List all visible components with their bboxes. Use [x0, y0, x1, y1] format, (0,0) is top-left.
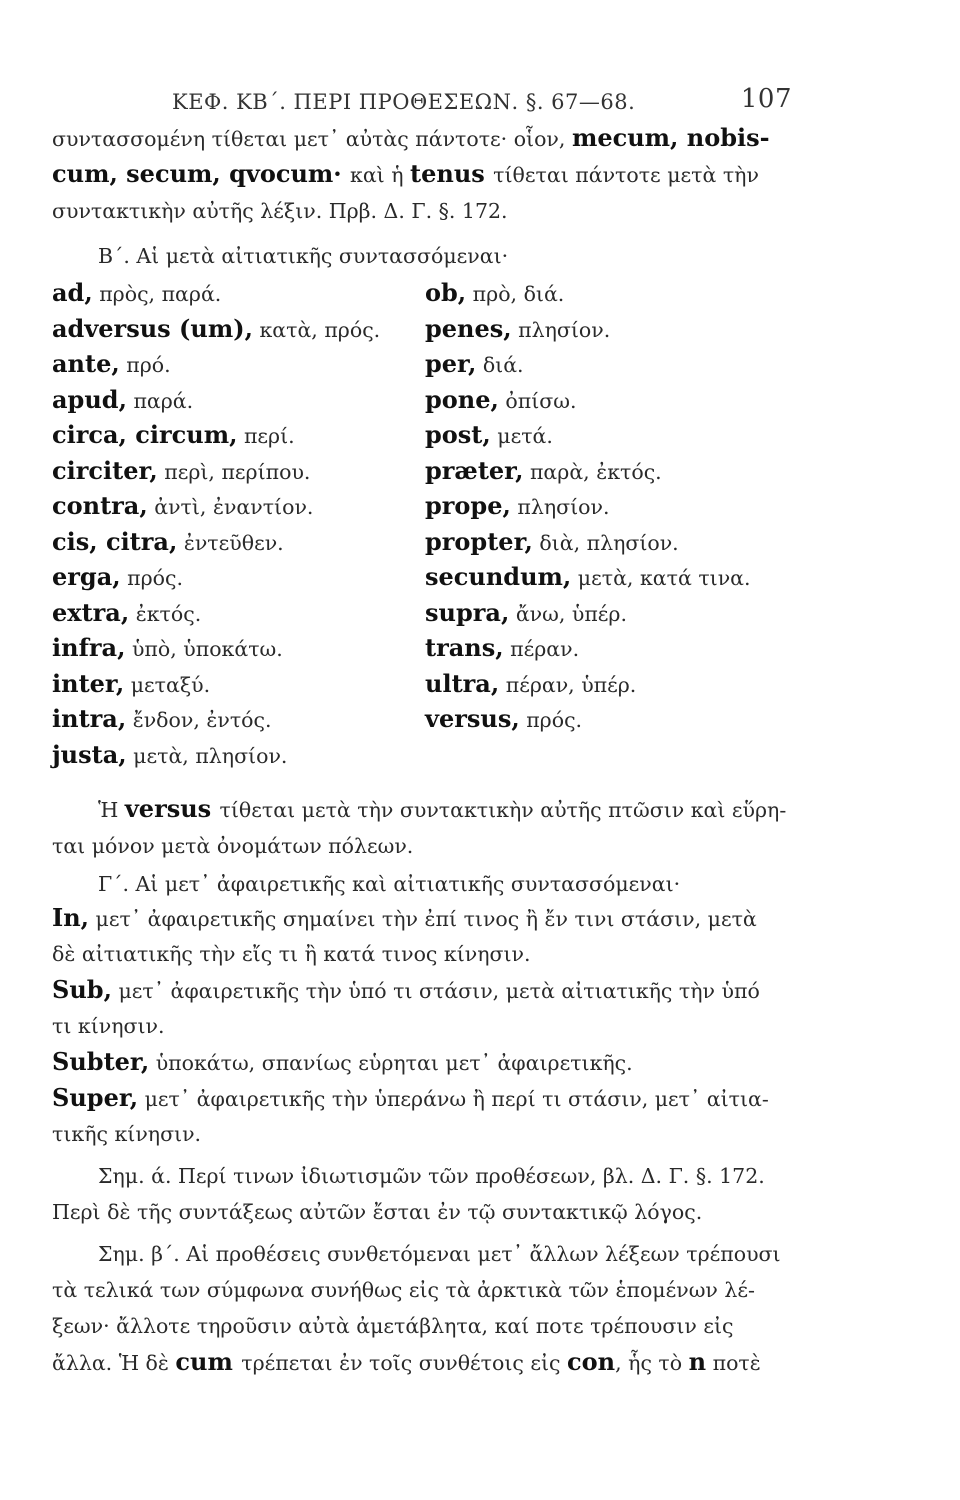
latin-preposition: intra, [52, 704, 127, 733]
greek-gloss: πρὸ, διά. [466, 282, 565, 306]
latin-preposition: ante, [52, 349, 120, 378]
latin-preposition: apud, [52, 384, 127, 414]
latin-preposition: secundum, [425, 562, 572, 591]
right-col-entry [425, 490, 609, 523]
in-entry-line-2: δὲ αἰτιατικῆς τὴν εἴς τι ἢ κατά τινος κίνησιν. [52, 942, 531, 966]
super-entry-line-1: Super, μετ᾿ ἀφαιρετικῆς τὴν ὑπεράνω ἢ περί τι στάσιν, μετ᾿ αἰτια- [52, 1083, 769, 1112]
sub-entry-line-1: Sub, μετ᾿ ἀφαιρετικῆς τὴν ὑπό τι στάσιν, μετὰ αἰτιατικῆς τὴν ὑπό [52, 975, 760, 1004]
right-col-entry [425, 277, 564, 310]
greek-gloss: ὀπίσω. [498, 388, 577, 413]
latin-preposition: circa, circum, [52, 420, 238, 449]
greek-gloss: πλησίον. [511, 317, 611, 342]
left-col-entry [52, 455, 310, 488]
left-col-entry [52, 739, 287, 772]
right-col-entry [425, 703, 582, 736]
latin-preposition: ultra, [425, 668, 500, 698]
left-col-entry [52, 490, 313, 523]
latin-preposition: penes, [425, 313, 512, 343]
greek-gloss: περί. [237, 424, 295, 448]
left-col-entry [52, 313, 380, 346]
latin-preposition: extra, [52, 597, 130, 627]
left-col-entry [52, 632, 283, 665]
greek-gloss: κατὰ, πρός. [252, 317, 381, 342]
latin-preposition: ad, [52, 278, 93, 307]
greek-gloss: περὶ, περίπου. [157, 459, 311, 484]
greek-gloss: πρός. [519, 708, 583, 732]
section-b-heading: Β΄. Αἱ μετὰ αἰτιατικῆς συντασσόμεναι· [98, 244, 509, 268]
latin-preposition: adversus (um), [52, 313, 253, 343]
page-number: 107 [740, 84, 792, 114]
left-col-entry [52, 526, 284, 559]
latin-preposition: cis, citra, [52, 526, 178, 556]
latin-preposition: post, [425, 420, 491, 449]
greek-gloss: μετά. [490, 424, 553, 448]
greek-gloss: παρά. [126, 388, 194, 413]
left-col-entry [52, 419, 295, 452]
right-col-entry [425, 668, 636, 701]
note-b-line-3: ξεων· ἄλλοτε τηροῦσιν αὐτὰ ἀμετάβλητα, καί ποτε τρέπουσιν εἰς [52, 1314, 734, 1338]
greek-gloss: ἀντὶ, ἐναντίον. [147, 495, 314, 519]
greek-gloss: ὑπὸ, ὑποκάτω. [125, 637, 283, 661]
sub-entry-line-2: τι κίνησιν. [52, 1014, 165, 1038]
greek-gloss: πρὸς, παρά. [92, 282, 222, 306]
greek-gloss: διὰ, πλησίον. [532, 530, 679, 555]
latin-preposition: justa, [52, 739, 127, 769]
latin-preposition: infra, [52, 633, 126, 662]
latin-preposition: inter, [52, 668, 125, 698]
left-col-entry [52, 277, 221, 310]
intro-line-2: cum, secum, qvocum· καὶ ἡ tenus τίθεται πάντοτε μετὰ τὴν [52, 159, 759, 188]
right-col-entry [425, 348, 524, 381]
super-entry-line-2: τικῆς κίνησιν. [52, 1122, 202, 1146]
greek-gloss: ἔνδον, ἐντός. [126, 708, 272, 732]
header-title: ΚΕΦ. ΚΒ΄. ΠΕΡΙ ΠΡΟΘΕΣΕΩΝ. §. 67—68. [172, 90, 636, 114]
latin-preposition: versus, [425, 704, 520, 733]
left-col-entry [52, 384, 193, 417]
greek-gloss: ἄνω, ὑπέρ. [509, 601, 627, 626]
right-col-entry [425, 384, 576, 417]
right-col-entry [425, 526, 679, 559]
running-header [172, 84, 792, 114]
latin-preposition: trans, [425, 633, 504, 662]
intro-line-1: συντασσομένη τίθεται μετ᾿ αὐτὰς πάντοτε· οἷον, mecum, nobis- [52, 123, 770, 152]
right-col-entry [425, 419, 553, 452]
greek-gloss: μετὰ, πλησίον. [126, 743, 288, 768]
greek-gloss: παρὰ, ἐκτός. [523, 459, 662, 484]
left-col-entry [52, 668, 210, 701]
greek-gloss: πλησίον. [510, 495, 610, 519]
latin-preposition: pone, [425, 384, 499, 414]
left-col-entry [52, 348, 171, 381]
greek-gloss: ἐντεῦθεν. [177, 530, 284, 555]
right-col-entry [425, 632, 579, 665]
intro-line-3: συντακτικὴν αὐτῆς λέξιν. Πρβ. Δ. Γ. §. 172. [52, 199, 508, 223]
latin-preposition: præter, [425, 455, 524, 485]
greek-gloss: πέραν. [503, 637, 580, 661]
greek-gloss: πρό. [119, 353, 171, 377]
in-entry-line-1: In, μετ᾿ ἀφαιρετικῆς σημαίνει τὴν ἐπί τινος ἢ ἔν τινι στάσιν, μετὰ [52, 903, 757, 932]
right-col-entry [425, 313, 610, 346]
versus-note-line-2: ται μόνον μετὰ ὀνομάτων πόλεων. [52, 834, 414, 858]
greek-gloss: ἐκτός. [129, 601, 202, 626]
note-a-line-2: Περὶ δὲ τῆς συντάξεως αὐτῶν ἔσται ἐν τῷ συντακτικῷ λόγος. [52, 1200, 703, 1224]
note-a-line-1: Σημ. ά. Περί τινων ἰδιωτισμῶν τῶν προθέσεων, βλ. Δ. Γ. §. 172. [98, 1164, 765, 1188]
versus-note-line-1: Ἡ versus τίθεται μετὰ τὴν συντακτικὴν αὐτῆς πτῶσιν καὶ εὕρη- [98, 794, 787, 823]
latin-preposition: ob, [425, 278, 467, 307]
left-col-entry [52, 597, 201, 630]
note-b-line-4: ἄλλα. Ἡ δὲ cum τρέπεται ἐν τοῖς συνθέτοις εἰς con, ἧς τὸ n ποτὲ [52, 1347, 761, 1376]
greek-gloss: πρός. [120, 566, 183, 590]
right-col-entry [425, 597, 627, 630]
note-b-line-1: Σημ. β΄. Αἱ προθέσεις συνθετόμεναι μετ᾿ ἄλλων λέξεων τρέπουσι [98, 1242, 781, 1266]
latin-preposition: per, [425, 349, 477, 378]
section-c-heading: Γ΄. Αἱ μετ᾿ ἀφαιρετικῆς καὶ αἰτιατικῆς συντασσόμεναι· [98, 872, 681, 896]
left-col-entry [52, 561, 183, 594]
latin-preposition: prope, [425, 491, 511, 520]
greek-gloss: πέραν, ὑπέρ. [499, 672, 637, 697]
greek-gloss: μεταξύ. [124, 672, 211, 697]
greek-gloss: διά. [476, 353, 524, 377]
right-col-entry [425, 561, 751, 594]
subter-entry: Subter, ὑποκάτω, σπανίως εὑρηται μετ᾿ ἀφαιρετικῆς. [52, 1047, 633, 1076]
note-b-line-2: τὰ τελικά των σύμφωνα συνήθως εἰς τὰ ἀρκτικὰ τῶν ἑπομένων λέ- [52, 1278, 755, 1302]
latin-preposition: contra, [52, 491, 148, 520]
right-col-entry [425, 455, 662, 488]
latin-preposition: supra, [425, 597, 510, 627]
latin-preposition: propter, [425, 526, 533, 556]
latin-preposition: circiter, [52, 455, 158, 485]
greek-gloss: μετὰ, κατά τινα. [571, 566, 751, 590]
left-col-entry [52, 703, 272, 736]
latin-preposition: erga, [52, 562, 121, 591]
